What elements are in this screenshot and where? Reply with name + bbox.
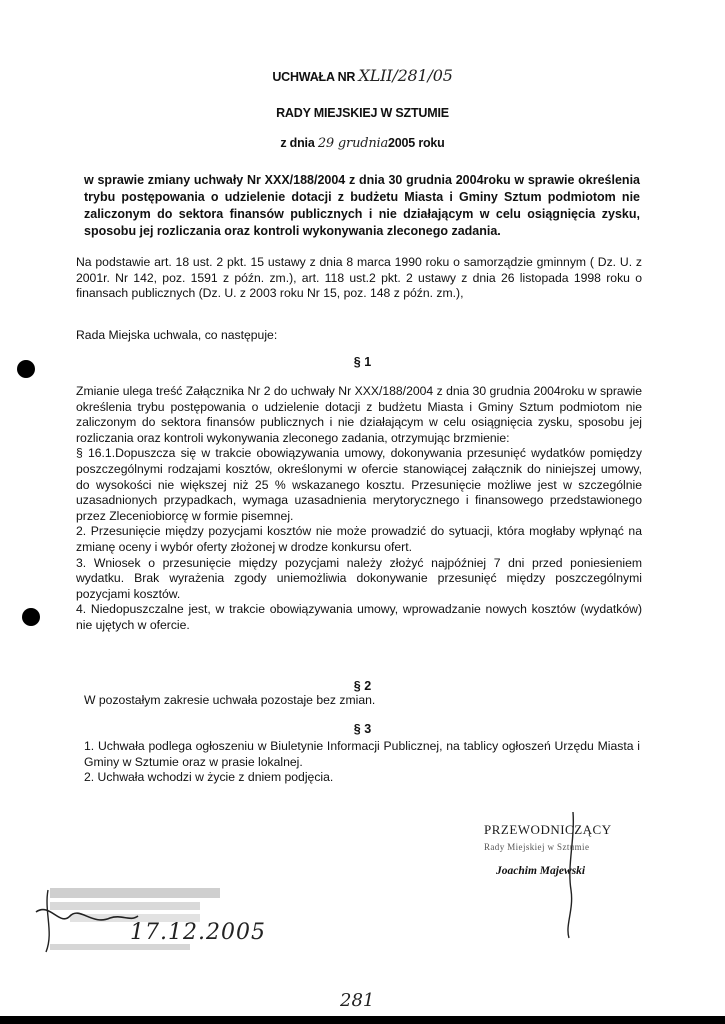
- section-1-item-4: 4. Niedopuszczalne jest, w trakcie obowiązywania umowy, wprowadzanie nowych kosztów (wydatków) nie ujętych w ofercie.: [76, 602, 642, 632]
- punch-hole-top: [17, 360, 35, 378]
- section-3-heading: § 3: [353, 722, 372, 736]
- resolution-title: [0, 66, 725, 85]
- section-2-text: W pozostałym zakresie uchwała pozostaje bez zmian.: [84, 693, 376, 707]
- scan-bottom-edge: [0, 1016, 725, 1024]
- section-1-body: [76, 384, 642, 634]
- resolution-date: [0, 136, 725, 151]
- section-3-item-2: 2. Uchwała wchodzi w życie z dniem podjęcia.: [84, 770, 334, 785]
- resolution-title-prefix: UCHWAŁA NR: [272, 70, 359, 84]
- signature-council: Rady Miejskiej w Sztumie: [484, 842, 590, 852]
- section-3-body: [84, 739, 640, 786]
- section-1-item-1: § 16.1.Dopuszcza się w trakcie obowiązywania umowy, dokonywania przesunięć wydatków pomiędzy poszczególnymi rodzajami kosztów, określonymi w ofercie stanowiącej załącznik do niniejszej umowy, do wysokości nie większej niż 25 % wskazanego kosztu. Przesunięcie możliwe jest w szczególnie uzasadnionych przypadkach, wymaga uzasadnienia merytorycznego i finansowego przedstawionego przez Zleceniobiorcę w formie pisemnej.: [76, 446, 642, 523]
- date-handwritten: 29 grudnia: [317, 136, 389, 151]
- stamp-date-handwritten: 17.12.2005: [130, 920, 266, 945]
- resolution-subject: w sprawie zmiany uchwały Nr XXX/188/2004 z dnia 30 grudnia 2004roku w sprawie określenia trybu postępowania o udzielenie dotacji z budżetu Miasta i Gminy Sztum podmiotom nie zaliczonym do sektora finansów publicznych i nie działającym w celu osiągnięcia zysku, sposobu jej rozliczania oraz kontroli wykonywania zleconego zadania.: [84, 173, 640, 238]
- date-suffix: 2005 roku: [388, 136, 445, 150]
- signature-title: PRZEWODNICZĄCY: [484, 822, 612, 837]
- section-1-intro: Zmianie ulega treść Załącznika Nr 2 do uchwały Nr XXX/188/2004 z dnia 30 grudnia 2004roku w sprawie określenia trybu postępowania o udzielenie dotacji z budżetu Miasta i Gminy Sztum podmiotom nie zaliczonym do sektora finansów publicznych i nie działającym w celu osiągnięcia zysku, sposobu jej rozliczania oraz kontroli wykonywania zleconego zadania, otrzymując brzmienie:: [76, 384, 642, 445]
- handwritten-signature-stroke: [555, 810, 585, 940]
- resolves-clause: Rada Miejska uchwala, co następuje:: [76, 328, 278, 342]
- section-1-heading: § 1: [353, 355, 372, 369]
- page-number-handwritten: 281: [340, 990, 375, 1011]
- section-2-heading: § 2: [353, 679, 372, 693]
- date-prefix: z dnia: [280, 136, 318, 150]
- signature-name: Joachim Majewski: [496, 865, 586, 877]
- legal-basis: Na podstawie art. 18 ust. 2 pkt. 15 ustawy z dnia 8 marca 1990 roku o samorządzie gminnym ( Dz. U. z 2001r. Nr 142, poz. 1591 z późn. zm.), art. 118 ust.2 pkt. 2 ustawy z dnia 26 listopada 1998 roku o finansach publicznych (Dz. U. z 2003 roku Nr 15, poz. 148 z późn. zm.),: [76, 255, 642, 301]
- section-1-item-3: 3. Wniosek o przesunięcie między pozycjami należy złożyć najpóźniej 7 dni przed poniesieniem wydatku. Brak wyrażenia zgody uniemożliwia dokonywanie przesunięć między poszczególnymi pozycjami kosztów.: [76, 555, 642, 601]
- section-1-item-2: 2. Przesunięcie między pozycjami kosztów nie może prowadzić do sytuacji, która mogłaby wpłynąć na zmianę oceny i wybór oferty złożonej w drodze konkursu ofert.: [76, 524, 642, 554]
- section-3-item-1: 1. Uchwała podlega ogłoszeniu w Biuletynie Informacji Publicznej, na tablicy ogłoszeń Urzędu Miasta i Gminy w Sztumie oraz w prasie lokalnej.: [84, 739, 640, 769]
- resolution-number-handwritten: XLII/281/05: [358, 66, 453, 85]
- council-name: RADY MIEJSKIEJ W SZTUMIE: [276, 106, 449, 120]
- punch-hole-bottom: [22, 608, 40, 626]
